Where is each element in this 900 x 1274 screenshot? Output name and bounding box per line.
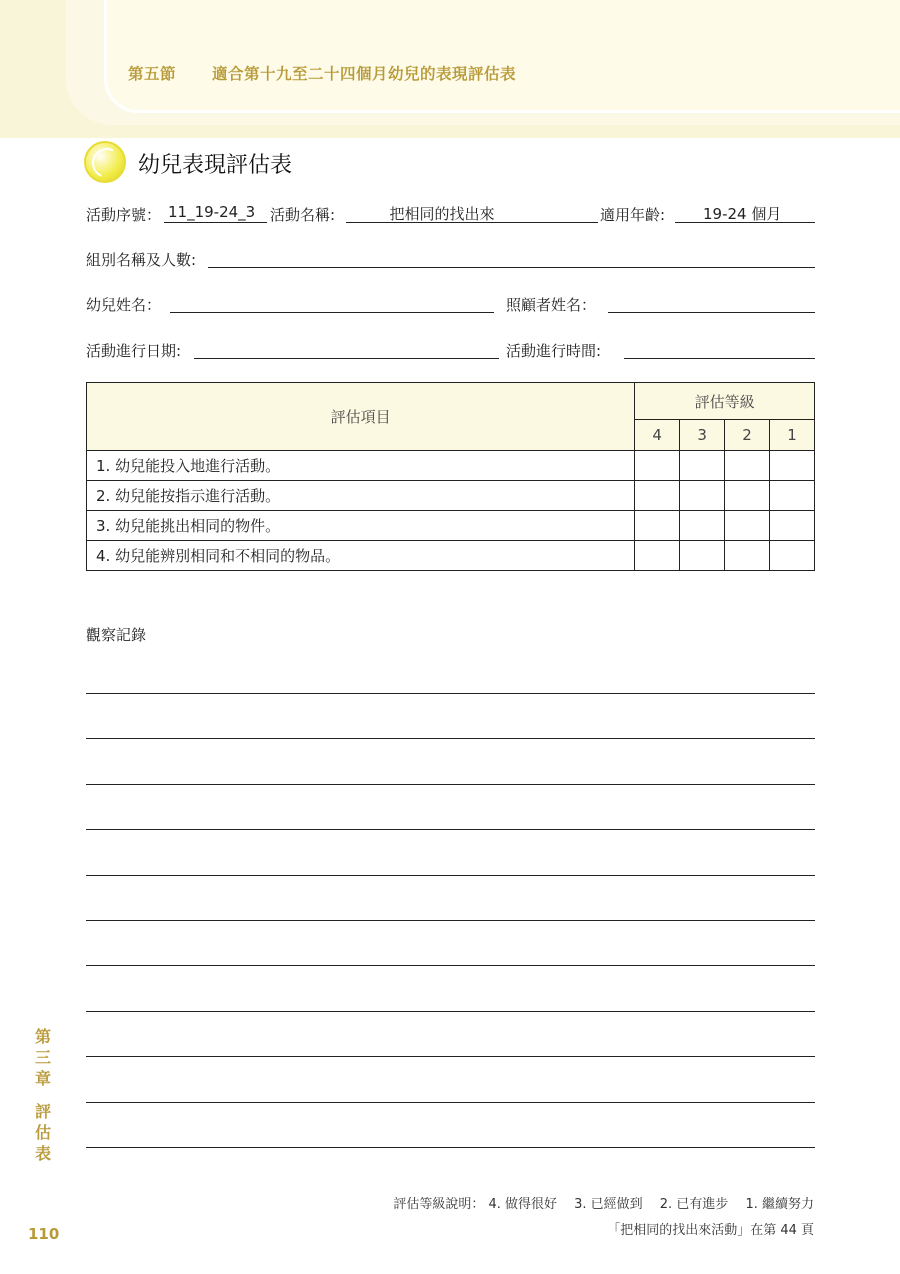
note-line[interactable] <box>86 1147 815 1148</box>
page-title: 幼兒表現評估表 <box>138 153 293 178</box>
eval-item: 2. 幼兒能按指示進行活動。 <box>87 481 635 511</box>
table-row <box>87 541 815 571</box>
grade-cell[interactable] <box>680 511 725 541</box>
table-row <box>87 481 815 511</box>
child-name-label: 幼兒姓名： <box>86 296 162 314</box>
carer-name-field[interactable] <box>608 293 815 313</box>
grade-cell[interactable] <box>770 541 815 571</box>
grade-cell[interactable] <box>725 451 770 481</box>
note-line[interactable] <box>86 738 815 739</box>
age-value: 19-24 個月 <box>703 205 782 223</box>
activity-name-label: 活動名稱: <box>270 206 336 224</box>
activity-name-value: 把相同的找出來 <box>389 205 495 223</box>
grade-cell[interactable] <box>635 511 680 541</box>
notes-title: 觀察記錄 <box>86 626 147 644</box>
grade-1-header: 1 <box>770 420 815 451</box>
grade-cell[interactable] <box>635 451 680 481</box>
item-header: 評估項目 <box>87 383 635 451</box>
grade-cell[interactable] <box>635 481 680 511</box>
group-field[interactable] <box>208 248 815 268</box>
time-field[interactable] <box>624 339 815 359</box>
activity-no-field[interactable] <box>164 203 267 223</box>
activity-no-label: 活動序號： <box>86 206 162 224</box>
grade-cell[interactable] <box>770 481 815 511</box>
note-line[interactable] <box>86 1011 815 1012</box>
note-line[interactable] <box>86 829 815 830</box>
chapter-side-label <box>33 1026 53 1164</box>
grade-cell[interactable] <box>770 451 815 481</box>
note-line[interactable] <box>86 875 815 876</box>
topic-char: 估 <box>34 1123 51 1142</box>
note-line[interactable] <box>86 784 815 785</box>
table-row <box>87 511 815 541</box>
chapter-char: 章 <box>34 1069 51 1088</box>
note-line[interactable] <box>86 693 815 694</box>
grade-cell[interactable] <box>680 541 725 571</box>
chapter-char: 三 <box>34 1048 51 1067</box>
date-label: 活動進行日期: <box>86 342 182 360</box>
note-line[interactable] <box>86 920 815 921</box>
yellow-circle-icon <box>84 141 126 183</box>
grade-header: 評估等級 <box>635 383 815 420</box>
child-name-field[interactable] <box>170 293 494 313</box>
chapter-char: 第 <box>34 1027 51 1046</box>
date-field[interactable] <box>194 339 499 359</box>
grade-4-header: 4 <box>635 420 680 451</box>
table-row <box>87 451 815 481</box>
grade-3-header: 3 <box>680 420 725 451</box>
activity-no-value: 11_19-24_3 <box>168 203 256 221</box>
age-label: 適用年齡: <box>600 206 666 224</box>
grade-cell[interactable] <box>680 451 725 481</box>
age-field[interactable] <box>675 203 815 223</box>
note-line[interactable] <box>86 1102 815 1103</box>
time-label: 活動進行時間: <box>506 342 602 360</box>
note-line[interactable] <box>86 1056 815 1057</box>
eval-item: 1. 幼兒能投入地進行活動。 <box>87 451 635 481</box>
grade-cell[interactable] <box>770 511 815 541</box>
note-line[interactable] <box>86 965 815 966</box>
evaluation-table <box>86 382 815 571</box>
page-number: 110 <box>28 1225 60 1243</box>
page-reference: 「把相同的找出來活動」在第 44 頁 <box>607 1223 814 1238</box>
activity-name-field[interactable] <box>346 203 598 223</box>
group-label: 組別名稱及人數: <box>86 251 197 269</box>
topic-char: 表 <box>34 1144 51 1163</box>
grade-cell[interactable] <box>725 541 770 571</box>
topic-char: 評 <box>34 1102 51 1121</box>
eval-item: 3. 幼兒能挑出相同的物件。 <box>87 511 635 541</box>
eval-item: 4. 幼兒能辨別相同和不相同的物品。 <box>87 541 635 571</box>
section-title: 適合第十九至二十四個月幼兒的表現評估表 <box>212 65 517 83</box>
carer-name-label: 照顧者姓名： <box>506 296 597 314</box>
header-band-inner <box>104 0 900 113</box>
grade-2-header: 2 <box>725 420 770 451</box>
grade-cell[interactable] <box>635 541 680 571</box>
grade-legend: 評估等級說明： 4. 做得很好 3. 已經做到 2. 已有進步 1. 繼續努力 <box>393 1197 814 1212</box>
grade-cell[interactable] <box>725 481 770 511</box>
section-label: 第五節 <box>128 65 177 83</box>
grade-cell[interactable] <box>680 481 725 511</box>
grade-cell[interactable] <box>725 511 770 541</box>
